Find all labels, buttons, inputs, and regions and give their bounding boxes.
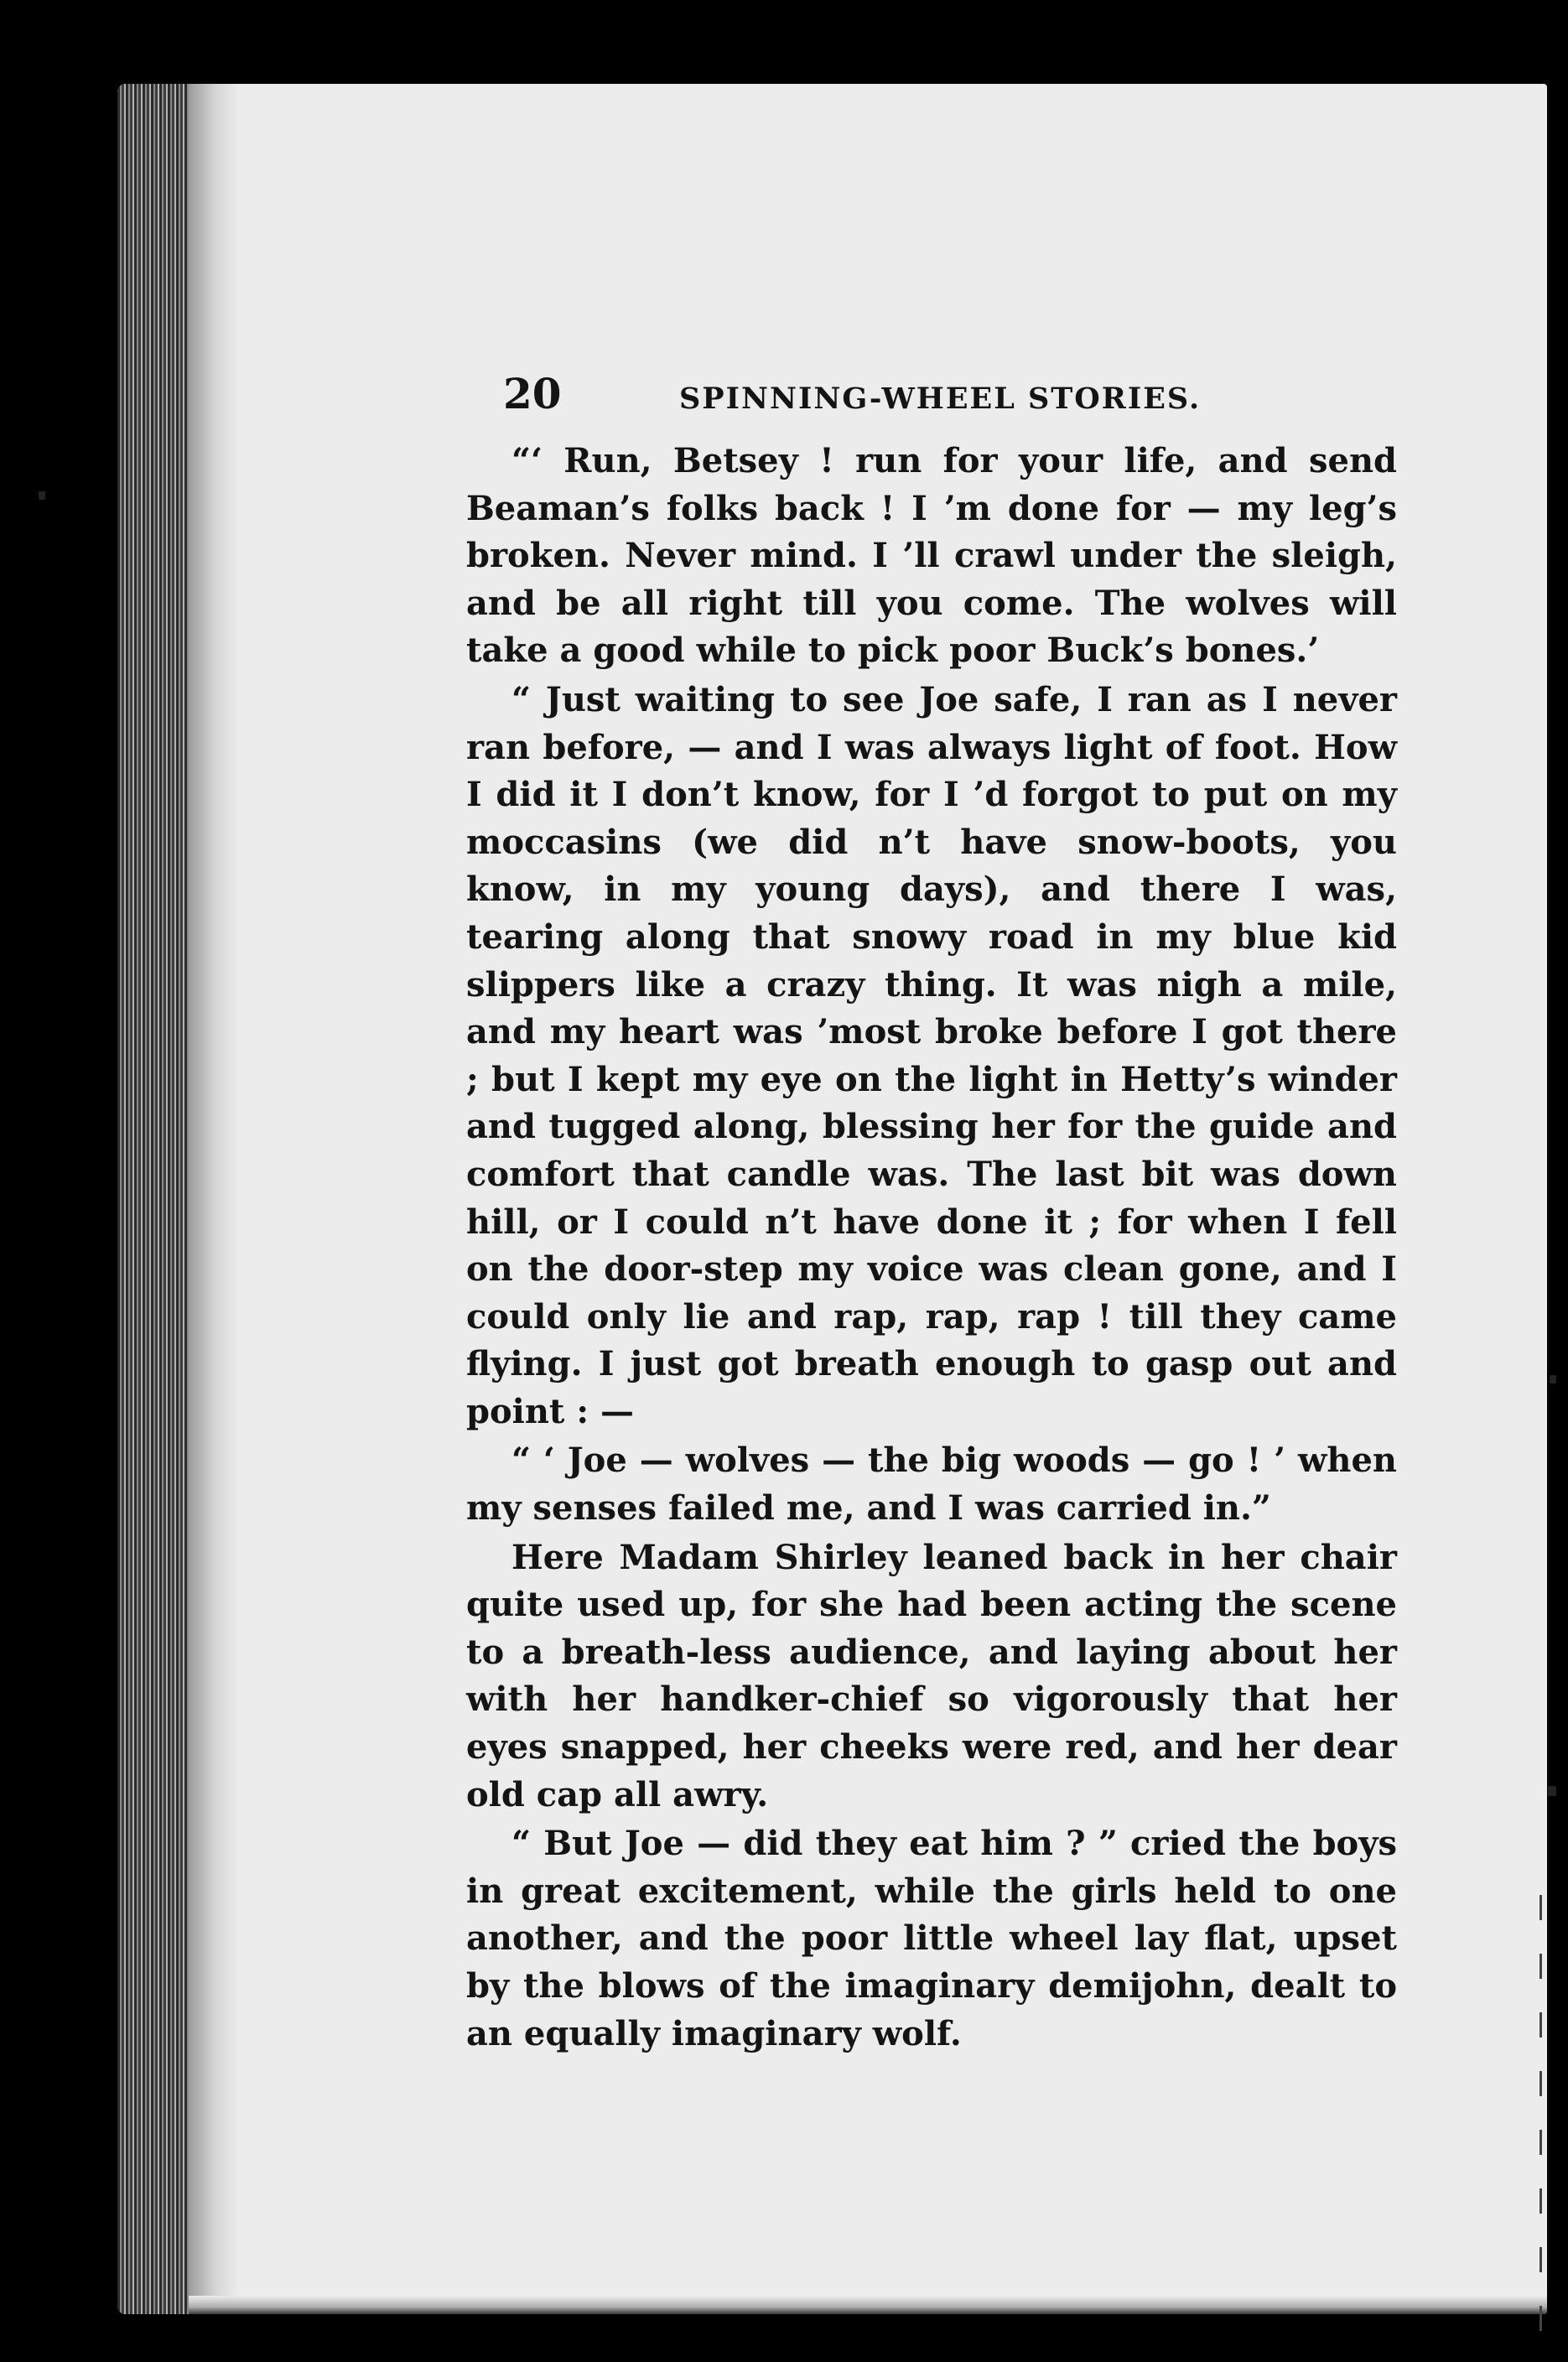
page-number: 20 [503,369,562,418]
stray-mark [39,491,45,500]
stray-mark [1548,1786,1556,1796]
paragraph: Here Madam Shirley leaned back in her chair quite used up, for she had been acting the scene to a breath-less audience, and laying about her with her handker-chief so vigorously that her eyes snapped, her cheeks were red, and her dear old cap all awry. [466,1537,1397,1814]
paragraph: “ Just waiting to see Joe safe, I ran as I never ran before, — and I was always light of foot. How I did it I don’t know, for I ’d forgot to put on my moccasins (we did n’t have snow-boots, you know, in my young days), and there I was, tearing along that snowy road in my blue kid slippers like a crazy thing. It was nigh a mile, and my heart was ’most broke before I got there ; but I kept my eye on the light in Hetty’s winder and tugged along, blessing her for the guide and comfort that candle was. The last bit was down hill, or I could n’t have done it ; for when I fell on the door-step my voice was clean gone, and I could only lie and rap, rap, rap ! till they came flying. I just got breath enough to gasp out and point : — [466,679,1397,1431]
gutter-shadow [189,84,239,2314]
page-text [466,369,1397,2058]
paragraph: “ But Joe — did they eat him ? ” cried the boys in great excitement, while the girls held to one another, and the poor little wheel lay flat, upset by the blows of the imaginary demijohn, dealt to an equally imaginary wolf. [466,1824,1397,2053]
paragraph: “ ‘ Joe — wolves — the big woods — go ! ’ when my senses failed me, and I was carried in.” [466,1441,1397,1529]
page-stack-edge [117,84,189,2314]
page-bottom-edge [189,2296,1547,2314]
right-margin-rule [1539,1895,1542,2331]
running-head [466,369,1397,429]
running-title: SPINNING-WHEEL STORIES. [679,382,1202,416]
stray-mark [1550,1375,1556,1383]
paragraph: “‘ Run, Betsey ! run for your life, and send Beaman’s folks back ! I ’m done for — my leg’s broken. Never mind. I ’ll crawl under the sleigh, and be all right till you come. The wolves will take a good while to pick poor Buck’s bones.’ [466,441,1397,671]
